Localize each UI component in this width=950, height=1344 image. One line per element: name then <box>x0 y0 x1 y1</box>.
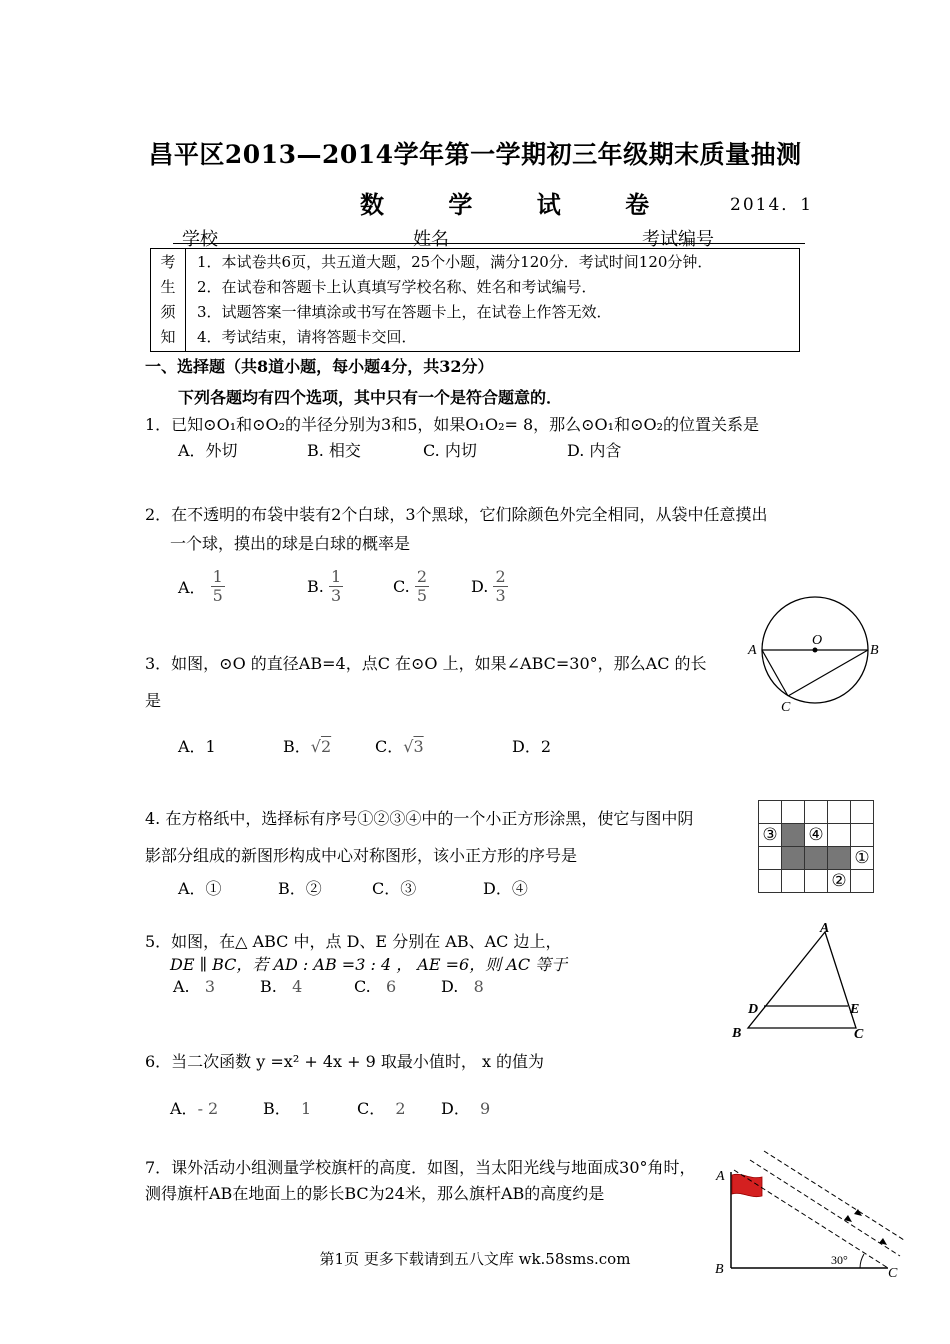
question-1: 1．已知⊙O₁和⊙O₂的半径分别为3和5，如果O₁O₂= 8，那么⊙O₁和⊙O₂的位置关系是 <box>145 415 760 434</box>
q2-option-c: C. $\frac{2}{5}$ <box>393 567 428 605</box>
sun-ray <box>764 1151 904 1240</box>
notice-items <box>186 249 800 352</box>
question-3-line2: 是 <box>145 691 162 710</box>
q4-option-d: D．④ <box>483 879 528 898</box>
grid-mark-1: ① <box>851 847 874 870</box>
q2-option-a: A． $\frac{1}{5}$ <box>178 567 223 605</box>
sun-ray <box>750 1160 900 1256</box>
q4-option-b: B．② <box>278 879 322 898</box>
q5-triangle-figure <box>728 918 873 1043</box>
notice-side-char: 须 <box>160 303 176 321</box>
section-title: 一、选择题（共8道小题，每小题4分，共32分） <box>145 357 494 376</box>
exam-title: 昌平区2013—2014学年第一学期初三年级期末质量抽测 <box>148 140 802 169</box>
ray-arrow-icon <box>879 1238 887 1245</box>
notice-side-char: 考 <box>160 253 176 271</box>
q3-option-d: D．2 <box>512 737 552 756</box>
angle-label: 30° <box>831 1253 848 1267</box>
name-label: 姓名 <box>413 229 449 250</box>
chord-ac <box>762 650 788 696</box>
section-instruction: 下列各题均有四个选项，其中只有一个是符合题意的． <box>178 388 563 407</box>
label-c: C <box>781 700 791 715</box>
q6-option-c: C． 2 <box>357 1099 406 1118</box>
q1-option-d: D. 内含 <box>567 441 622 460</box>
q5-option-b: B. 4 <box>260 977 303 996</box>
grid-mark-3: ③ <box>759 824 782 847</box>
label-a: A <box>820 921 830 936</box>
notice-side-char: 生 <box>160 278 176 296</box>
label-c: C <box>854 1027 864 1042</box>
q3-option-b: B．√2 <box>283 737 332 756</box>
notice-item: 4．考试结束，请将答题卡交回． <box>197 328 417 346</box>
q4-option-c: C．③ <box>372 879 417 898</box>
q6-option-b: B． 1 <box>263 1099 312 1118</box>
school-label: 学校 <box>182 229 218 250</box>
label-b: B <box>715 1262 724 1277</box>
chord-bc <box>788 650 868 696</box>
notice-side <box>151 249 186 352</box>
q6-option-d: D． 9 <box>441 1099 491 1118</box>
label-e: E <box>850 1002 860 1017</box>
q5-option-d: D. 8 <box>441 977 484 996</box>
label-c: C <box>888 1266 898 1280</box>
q1-option-a: A．外切 <box>178 441 238 460</box>
q5-option-a: A. 3 <box>173 977 216 996</box>
notice-item: 2．在试卷和答题卡上认真填写学校名称、姓名和考试编号． <box>197 278 597 296</box>
question-5-line1: 5．如图，在△ ABC 中，点 D、E 分别在 AB、AC 边上， <box>145 932 562 951</box>
q3-option-a: A．1 <box>178 737 216 756</box>
notice-table <box>150 248 800 352</box>
label-b: B <box>870 643 879 658</box>
question-4-line1: 4. 在方格纸中，选择标有序号①②③④中的一个小正方形涂黑，使它与图中阴 <box>145 809 694 828</box>
q1-option-c: C. 内切 <box>423 441 477 460</box>
notice-item: 1．本试卷共6页，共五道大题，25个小题，满分120分．考试时间120分钟． <box>197 253 713 271</box>
exam-no-label: 考试编号 <box>642 229 714 250</box>
triangle-abc <box>748 932 856 1028</box>
label-a: A <box>716 1169 725 1184</box>
label-a: A <box>748 643 757 658</box>
question-5-line2: DE ∥ BC，若 AD : AB =3 : 4 ， AE =6，则 AC 等于 <box>170 955 568 974</box>
exam-subtitle: 数 学 试 卷 <box>360 190 678 219</box>
q2-option-b: B. $\frac{1}{3}$ <box>307 567 342 605</box>
grid-mark-4: ④ <box>805 824 828 847</box>
question-4-line2: 影部分组成的新图形构成中心对称图形，该小正方形的序号是 <box>145 846 578 865</box>
grid-mark-2: ② <box>828 870 851 893</box>
q5-option-c: C. 6 <box>354 977 397 996</box>
q3-option-c: C．√3 <box>375 737 424 756</box>
q1-option-b: B. 相交 <box>307 441 361 460</box>
q6-option-a: A．- 2 <box>170 1099 219 1118</box>
question-7-line2: 测得旗杆AB在地面上的影长BC为24米，那么旗杆AB的高度约是 <box>145 1184 605 1203</box>
label-b: B <box>732 1026 742 1041</box>
center-point <box>813 648 818 653</box>
question-2-line1: 2．在不透明的布袋中装有2个白球，3个黑球，它们除颜色外完全相同，从袋中任意摸出 <box>145 505 768 524</box>
label-o: O <box>812 633 823 648</box>
notice-side-char: 知 <box>160 328 176 346</box>
info-underline <box>173 243 805 244</box>
exam-date: 2014．1 <box>730 195 814 215</box>
q3-circle-figure <box>745 590 885 720</box>
question-6: 6．当二次函数 y =x² + 4x + 9 取最小值时， x 的值为 <box>145 1052 545 1071</box>
q2-option-d: D. $\frac{2}{3}$ <box>471 567 506 605</box>
question-7-line1: 7．课外活动小组测量学校旗杆的高度．如图，当太阳光线与地面成30°角时， <box>145 1158 696 1177</box>
q4-option-a: A．① <box>178 879 222 898</box>
page-footer: 第1页 更多下载请到五八文库 wk.58sms.com <box>319 1250 631 1268</box>
label-d: D <box>748 1002 759 1017</box>
q4-grid-figure <box>758 800 874 893</box>
question-2-line2: 一个球，摸出的球是白球的概率是 <box>170 534 411 553</box>
question-3-line1: 3．如图，⊙O 的直径AB=4，点C 在⊙O 上，如果∠ABC=30°，那么AC 的长 <box>145 654 707 673</box>
notice-item: 3．试题答案一律填涂或书写在答题卡上，在试卷上作答无效． <box>197 303 612 321</box>
